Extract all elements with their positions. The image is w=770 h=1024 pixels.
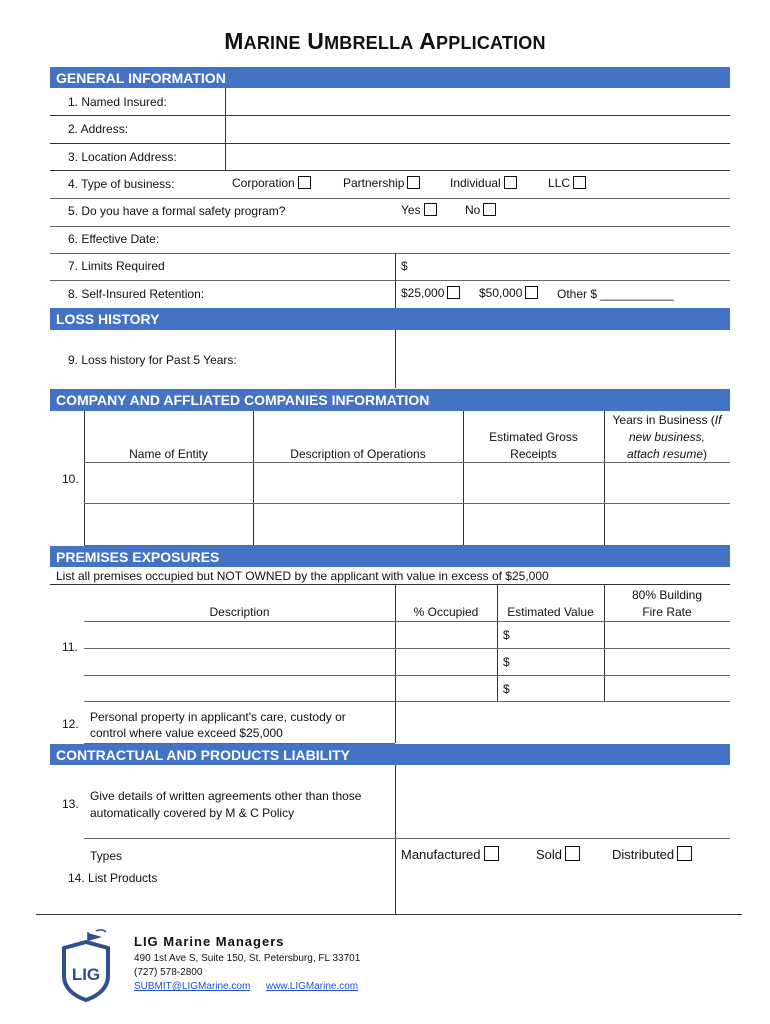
header-line: 80% Building: [631, 588, 703, 602]
divider: [50, 226, 730, 227]
named-insured-field[interactable]: [226, 89, 730, 115]
footer-company-name: LIG Marine Managers: [134, 934, 285, 949]
limits-required-label: 7. Limits Required: [68, 259, 165, 273]
corporation-option[interactable]: [232, 176, 311, 190]
divider: [84, 621, 730, 622]
header-line: attach resume: [626, 447, 704, 461]
self-insured-retention-label: 8. Self-Insured Retention:: [68, 287, 205, 301]
location-address-label: 3. Location Address:: [68, 150, 177, 164]
sold-checkbox[interactable]: [565, 846, 580, 861]
distributed-checkbox[interactable]: [677, 846, 692, 861]
divider: [84, 675, 730, 676]
entity-name-cell[interactable]: [85, 463, 253, 503]
llc-option[interactable]: [548, 176, 586, 190]
retention-other-field[interactable]: Other $ ___________: [557, 287, 674, 301]
sold-option[interactable]: [536, 846, 580, 862]
option-label: Individual: [450, 176, 501, 190]
safety-no-checkbox[interactable]: [483, 203, 496, 216]
effective-date-label: 6. Effective Date:: [68, 232, 160, 246]
header-line: Receipts: [510, 447, 557, 461]
title-letter: M: [224, 28, 244, 54]
partnership-checkbox[interactable]: [407, 176, 420, 189]
list-products-label: 14. List Products: [68, 871, 158, 885]
lig-shield-icon: [58, 928, 114, 1004]
entity-receipts-cell[interactable]: [464, 504, 604, 545]
safety-yes-checkbox[interactable]: [424, 203, 437, 216]
option-label: Yes: [401, 203, 421, 217]
section-company-information: [50, 389, 730, 411]
safety-program-label: 5. Do you have a formal safety program?: [68, 204, 286, 218]
section-title: LOSS HISTORY: [56, 311, 160, 327]
partnership-option[interactable]: [343, 176, 420, 190]
personal-property-label: [90, 709, 346, 741]
question-12-number: 12.: [62, 717, 79, 731]
premises-value-field[interactable]: $: [503, 655, 510, 669]
address-label: 2. Address:: [68, 122, 129, 136]
entity-years-cell[interactable]: [605, 463, 730, 503]
label-line: control where value exceed $25,000: [90, 726, 283, 740]
manufactured-option[interactable]: [401, 846, 499, 862]
divider: [84, 648, 730, 649]
footer-email-link[interactable]: SUBMIT@LIGMarine.com: [134, 981, 251, 992]
header-line: Estimated Gross: [489, 430, 578, 444]
question-10-number: 10.: [62, 472, 79, 486]
header-line: ): [703, 447, 708, 461]
divider: [50, 198, 730, 199]
section-general-information: [50, 67, 730, 88]
option-label: Distributed: [612, 847, 675, 862]
title-word: PPLICATION: [436, 33, 546, 53]
lig-logo: [58, 928, 114, 1004]
header-line: Fire Rate: [642, 605, 692, 619]
col-description-of-operations: Description of Operations: [290, 447, 426, 461]
type-of-business-label: 4. Type of business:: [68, 177, 175, 191]
footer-address: 490 1st Ave S, Suite 150, St. Petersburg, FL 33701: [134, 953, 361, 964]
entity-name-cell[interactable]: [85, 504, 253, 545]
section-title: COMPANY AND AFFLIATED COMPANIES INFORMATION: [56, 392, 430, 408]
named-insured-label: 1. Named Insured:: [68, 95, 167, 109]
logo-text: LIG: [71, 965, 101, 984]
col-building-fire-rate: [604, 587, 730, 621]
entity-years-cell[interactable]: [605, 504, 730, 545]
question-13-number: 13.: [62, 797, 79, 811]
title-letter: U: [307, 28, 325, 54]
distributed-option[interactable]: [612, 846, 692, 862]
divider: [84, 838, 730, 839]
types-label: Types: [90, 849, 123, 863]
retention-50000-checkbox[interactable]: [525, 286, 538, 299]
label-line: Personal property in applicant's care, custody or: [90, 710, 346, 724]
col-estimated-value: Estimated Value: [507, 605, 594, 619]
title-letter: A: [419, 28, 437, 54]
section-title: CONTRACTUAL AND PRODUCTS LIABILITY: [56, 746, 350, 763]
option-label: $50,000: [479, 286, 523, 300]
question-11-number: 11.: [62, 640, 78, 654]
form-title: [0, 28, 770, 55]
section-premises-exposures: [50, 546, 730, 567]
divider: [395, 253, 396, 308]
option-label: $25,000: [401, 286, 445, 300]
title-word: MBRELLA: [324, 33, 414, 53]
divider: [395, 584, 396, 701]
section-title: PREMISES EXPOSURES: [56, 548, 220, 565]
divider: [36, 914, 742, 915]
individual-checkbox[interactable]: [504, 176, 517, 189]
divider: [50, 253, 730, 254]
option-label: Partnership: [343, 176, 405, 190]
option-label: LLC: [548, 176, 571, 190]
col-description: Description: [209, 605, 270, 619]
col-percent-occupied: % Occupied: [413, 605, 479, 619]
premises-intro: List all premises occupied but NOT OWNED by the applicant with value in excess of $25,000: [56, 569, 549, 583]
divider: [497, 584, 498, 701]
llc-checkbox[interactable]: [573, 176, 586, 189]
loss-history-field[interactable]: [396, 330, 730, 388]
title-word: ARINE: [243, 33, 301, 53]
option-label: Corporation: [232, 176, 295, 190]
section-title: GENERAL INFORMATION: [56, 69, 226, 86]
label-line: automatically covered by M & C Policy: [90, 806, 295, 820]
entity-description-cell[interactable]: [254, 463, 463, 503]
written-agreements-field[interactable]: [396, 766, 730, 838]
corporation-checkbox[interactable]: [298, 176, 311, 189]
footer-phone: (727) 578-2800: [134, 967, 203, 978]
address-field[interactable]: [226, 116, 730, 143]
loss-history-label: 9. Loss history for Past 5 Years:: [68, 353, 237, 367]
individual-option[interactable]: [450, 176, 517, 190]
retention-25000-checkbox[interactable]: [447, 286, 460, 299]
option-label: No: [465, 203, 481, 217]
footer-website-link[interactable]: www.LIGMarine.com: [265, 981, 359, 992]
personal-property-field[interactable]: [396, 702, 730, 743]
divider: [50, 170, 730, 171]
retention-50000-option[interactable]: [479, 286, 538, 300]
safety-yes-option[interactable]: [401, 203, 437, 217]
header-line: Years in Business (: [612, 413, 715, 427]
col-estimated-gross-receipts: [463, 429, 604, 463]
header-line: If: [714, 413, 722, 427]
section-contractual-products: [50, 744, 730, 765]
entity-description-cell[interactable]: [254, 504, 463, 545]
divider: [50, 280, 730, 281]
premises-value-field[interactable]: $: [503, 628, 510, 642]
safety-no-option[interactable]: [465, 203, 496, 217]
option-label: Sold: [536, 847, 563, 862]
divider: [50, 584, 730, 585]
written-agreements-label: [90, 788, 361, 822]
location-address-field[interactable]: [226, 144, 730, 170]
section-loss-history: [50, 308, 730, 330]
label-line: Give details of written agreements other than those: [90, 789, 362, 803]
footer-contact: [134, 934, 360, 994]
manufactured-checkbox[interactable]: [484, 846, 499, 861]
limits-dollar[interactable]: $: [401, 259, 408, 273]
premises-value-field[interactable]: $: [503, 682, 510, 696]
col-name-of-entity: Name of Entity: [129, 447, 208, 461]
retention-25000-option[interactable]: [401, 286, 460, 300]
header-line: new business,: [628, 430, 706, 444]
entity-receipts-cell[interactable]: [464, 463, 604, 503]
option-label: Manufactured: [401, 847, 481, 862]
col-years-in-business: [604, 412, 730, 463]
